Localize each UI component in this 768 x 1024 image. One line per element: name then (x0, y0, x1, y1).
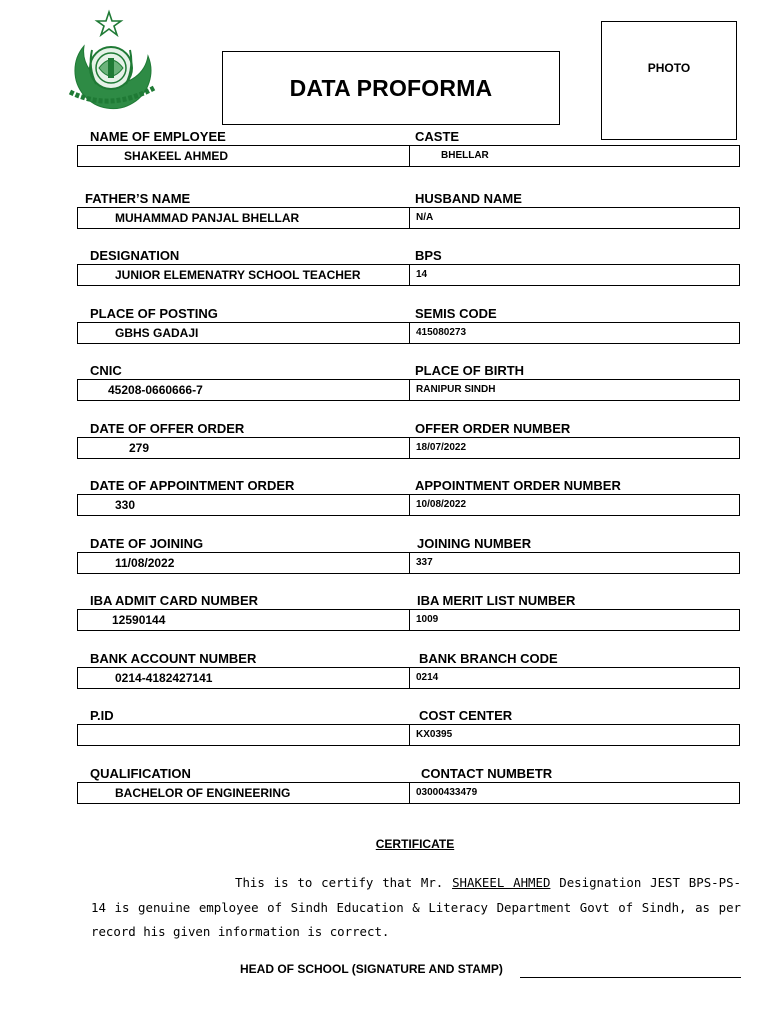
field-section-joining (77, 536, 740, 576)
field-section-pid (77, 708, 740, 748)
label-date-of-joining: DATE OF JOINING (90, 536, 204, 551)
field-row (77, 207, 740, 229)
value-date-of-joining: 11/08/2022 (115, 556, 175, 570)
value-bank-account-number: 0214-4182427141 (115, 671, 213, 685)
label-date-of-offer-order: DATE OF OFFER ORDER (90, 421, 245, 436)
field-row (77, 145, 740, 167)
label-bps: BPS (415, 248, 442, 263)
label-fathers-name: FATHER’S NAME (85, 191, 191, 206)
label-designation: DESIGNATION (90, 248, 180, 263)
value-appointment-order-number: 10/08/2022 (416, 499, 467, 510)
label-caste: CASTE (415, 129, 460, 144)
value-iba-admit-card-number: 12590144 (112, 613, 166, 627)
field-section-qualification (77, 766, 740, 806)
label-joining-number: JOINING NUMBER (417, 536, 532, 551)
value-iba-merit-list-number: 1009 (416, 614, 439, 625)
value-joining-number: 337 (416, 557, 433, 568)
certificate-text-before: This is to certify that Mr. (235, 875, 453, 890)
value-designation: JUNIOR ELEMENATRY SCHOOL TEACHER (115, 268, 361, 282)
label-semis-code: SEMIS CODE (415, 306, 497, 321)
signature-label: HEAD OF SCHOOL (SIGNATURE AND STAMP) (240, 962, 503, 976)
field-row (77, 667, 740, 689)
field-section-name (77, 129, 740, 169)
value-offer-order-number: 18/07/2022 (416, 442, 467, 453)
value-contact-number: 03000433479 (416, 787, 478, 798)
value-bank-branch-code: 0214 (416, 672, 439, 683)
field-row (77, 264, 740, 286)
value-husband-name: N/A (416, 212, 434, 223)
label-bank-branch-code: BANK BRANCH CODE (419, 651, 558, 666)
value-semis-code: 415080273 (416, 327, 467, 338)
photo-box (601, 21, 737, 140)
logo-star-icon (97, 12, 121, 35)
certificate-body (91, 871, 741, 945)
label-pid: P.ID (90, 708, 114, 723)
value-fathers-name: MUHAMMAD PANJAL BHELLAR (115, 211, 300, 225)
sindh-government-logo (62, 8, 162, 128)
label-iba-merit-list-number: IBA MERIT LIST NUMBER (417, 593, 576, 608)
label-date-of-appointment-order: DATE OF APPOINTMENT ORDER (90, 478, 295, 493)
value-cost-center: KX0395 (416, 729, 453, 740)
field-section-posting (77, 306, 740, 346)
field-section-appointment (77, 478, 740, 518)
field-row (77, 609, 740, 631)
field-row (77, 724, 740, 746)
value-place-of-birth: RANIPUR SINDH (416, 384, 496, 395)
value-place-of-posting: GBHS GADAJI (115, 326, 199, 340)
value-qualification: BACHELOR OF ENGINEERING (115, 786, 291, 800)
certificate-text-after: Designation JEST BPS-PS-14 is genuine employee of Sindh Education & Literacy Department Govt of Sindh, as per record his given information is correct. (91, 875, 741, 939)
value-date-of-offer-order: 279 (129, 441, 150, 455)
certificate-employee-name: SHAKEEL AHMED (452, 875, 551, 890)
value-cnic: 45208-0660666-7 (108, 383, 203, 397)
label-bank-account-number: BANK ACCOUNT NUMBER (90, 651, 257, 666)
field-section-offer (77, 421, 740, 461)
field-section-iba (77, 593, 740, 633)
photo-label: PHOTO (647, 61, 691, 75)
label-appointment-order-number: APPOINTMENT ORDER NUMBER (415, 478, 621, 493)
field-section-bank (77, 651, 740, 691)
label-iba-admit-card-number: IBA ADMIT CARD NUMBER (90, 593, 259, 608)
field-section-designation (77, 248, 740, 288)
document-title-box (222, 51, 560, 125)
field-row (77, 552, 740, 574)
signature-line (520, 977, 741, 978)
value-bps: 14 (416, 269, 428, 280)
field-row (77, 494, 740, 516)
label-place-of-posting: PLACE OF POSTING (90, 306, 218, 321)
label-contact-number: CONTACT NUMBETR (421, 766, 553, 781)
field-row (77, 322, 740, 344)
document-title: DATA PROFORMA (289, 74, 493, 101)
label-place-of-birth: PLACE OF BIRTH (415, 363, 525, 378)
field-row (77, 782, 740, 804)
label-offer-order-number: OFFER ORDER NUMBER (415, 421, 571, 436)
field-row (77, 379, 740, 401)
label-name-of-employee: NAME OF EMPLOYEE (90, 129, 226, 144)
label-cnic: CNIC (90, 363, 122, 378)
field-section-cnic (77, 363, 740, 403)
label-qualification: QUALIFICATION (90, 766, 191, 781)
value-caste: BHELLAR (441, 150, 489, 161)
value-name-of-employee: SHAKEEL AHMED (124, 149, 229, 163)
certificate-title: CERTIFICATE (375, 837, 455, 851)
label-husband-name: HUSBAND NAME (415, 191, 522, 206)
value-date-of-appointment-order: 330 (115, 498, 136, 512)
field-section-father (77, 191, 740, 231)
label-cost-center: COST CENTER (419, 708, 513, 723)
field-row (77, 437, 740, 459)
